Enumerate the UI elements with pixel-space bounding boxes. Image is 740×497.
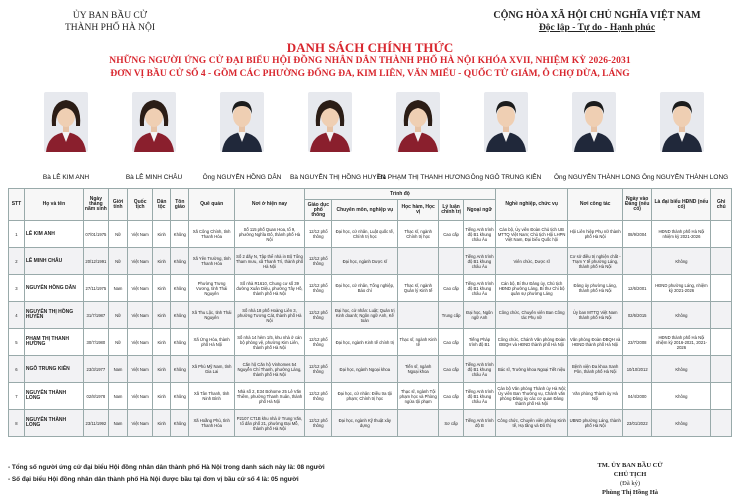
header-dob: Ngày tháng năm sinh	[83, 189, 108, 221]
cell-religion: Không	[171, 410, 189, 437]
cell-job: Cán bộ, Bí thư Đảng ủy, Chủ tịch HĐND phường Láng, Bí thư Chi bộ quân sự phường Láng	[495, 275, 568, 302]
cell-nationality: Việt Nam	[128, 329, 153, 356]
cell-residence: Số 2 dãy N, Tập thể nhà in Bộ Tổng Tham mưu, xã Thanh Trì, thành phố Hà Nội	[234, 248, 304, 275]
cell-stt: 8	[9, 410, 25, 437]
cell-party: 12/6/2001	[622, 275, 652, 302]
summary-notes	[8, 462, 325, 486]
cell-job: Cán bộ Văn phòng Thành ủy Hà Nội; Ủy viên Ban Thường vụ, Chánh văn phòng Đảng ủy các cơ quan Đảng thành phố Hà Nội	[495, 383, 568, 410]
issuer-line-2: THÀNH PHỐ HÀ NỘI	[65, 23, 155, 33]
header-party: Ngày vào Đảng (nếu có)	[622, 189, 652, 221]
cell-stt: 1	[9, 221, 25, 248]
cell-name: NGUYỄN THÀNH LONG	[24, 410, 83, 437]
cell-politics: Cao cấp	[439, 275, 464, 302]
portrait-image	[660, 92, 704, 152]
cell-hometown: Xã Hoằng Phú, tỉnh Thanh Hóa	[189, 410, 234, 437]
candidate-photo	[554, 92, 641, 181]
cell-dob: 30/7/1980	[83, 329, 108, 356]
table-row	[9, 410, 732, 437]
cell-language: Tiếng Anh trình độ B1 khung châu Âu	[464, 275, 496, 302]
summary-seats: - Số đại biểu Hội đồng nhân dân thành phố Hà Nội được bầu tại đơn vị bầu cử số 4 là: 05 người	[8, 476, 299, 483]
national-header	[482, 10, 712, 34]
cell-workplace: UBND phường Láng, thành phố Hà Nội	[568, 410, 622, 437]
cell-ethnic: Kinh	[153, 329, 171, 356]
portrait-image	[484, 92, 528, 152]
table-row	[9, 248, 732, 275]
cell-name: NGUYỄN HỒNG DÂN	[24, 275, 83, 302]
cell-stt: 5	[9, 329, 25, 356]
cell-note	[711, 221, 732, 248]
cell-degree: Thạc sĩ, ngành Kinh tế	[398, 329, 439, 356]
cell-name: NGUYỄN THỊ HỒNG HUYỀN	[24, 302, 83, 329]
cell-language: Tiếng Anh trình độ B1 khung châu Âu	[464, 383, 496, 410]
cell-name: LÊ MINH CHÂU	[24, 248, 83, 275]
cell-workplace: Ủy ban MTTQ Việt Nam thành phố Hà Nội	[568, 302, 622, 329]
cell-workplace: Văn phòng Thành ủy Hà Nội	[568, 383, 622, 410]
portrait-image	[572, 92, 616, 152]
summary-total: - Tổng số người ứng cử đại biểu Hội đồng nhân dân thành phố Hà Nội trong danh sách này là: 08 người	[8, 464, 325, 471]
header-hometown: Quê quán	[189, 189, 234, 221]
cell-language: Tiếng Anh trình độ B	[464, 410, 496, 437]
cell-politics: Cao cấp	[439, 383, 464, 410]
cell-politics: Cao cấp	[439, 356, 464, 383]
cell-general: 12/12 phổ thông	[305, 302, 332, 329]
table-row	[9, 329, 732, 356]
nation-name: CỘNG HÒA XÃ HỘI CHỦ NGHĨA VIỆT NAM	[493, 10, 701, 21]
cell-name: PHẠM THỊ THANH HƯƠNG	[24, 329, 83, 356]
header-general: Giáo dục phổ thông	[305, 200, 332, 221]
cell-major: Đại học, ngành Ngoại khoa	[332, 356, 398, 383]
cell-residence: Nhà số 2, E34 Bohome 25 Lê Văn Thiêm, phường Thanh Xuân, thành phố Hà Nội	[234, 383, 304, 410]
cell-general: 12/12 phổ thông	[305, 356, 332, 383]
signer-name: Phùng Thị Hồng Hà	[601, 489, 659, 496]
candidate-photo	[378, 92, 471, 181]
cell-major: Đại học, cử nhân: Luật; Quản trị Kinh doanh; Ngôn ngữ Anh, Kế toán	[332, 302, 398, 329]
cell-general: 12/12 phổ thông	[305, 383, 332, 410]
cell-job: Công chức, Chuyên viên Ban Công tác Phụ nữ	[495, 302, 568, 329]
cell-language: Tiếng Anh trình độ B1 khung châu Âu	[464, 221, 496, 248]
cell-general: 12/12 phổ thông	[305, 221, 332, 248]
photo-caption: Bà LÊ MINH CHÂU	[125, 174, 183, 181]
cell-name: NGÔ TRUNG KIÊN	[24, 356, 83, 383]
photo-caption: Ông NGÔ TRUNG KIÊN	[470, 174, 542, 181]
cell-job: Viên chức, Dược sĩ	[495, 248, 568, 275]
national-motto: Độc lập - Tự do - Hạnh phúc	[538, 23, 656, 33]
photo-caption: Bà NGUYỄN THỊ HỒNG HUYỀN	[290, 174, 386, 181]
header-politics: Lý luận chính trị	[439, 200, 464, 221]
cell-stt: 6	[9, 356, 25, 383]
cell-prev: HĐND phường Láng, nhiệm kỳ 2021-2026	[652, 275, 711, 302]
cell-religion: Không	[171, 302, 189, 329]
cell-note	[711, 356, 732, 383]
cell-residence: Số nhà 18 phố Hoàng Liên 3, phường Tương Cát, thành phố Hà Nội	[234, 302, 304, 329]
sign-title: CHỦ TỊCH	[613, 471, 647, 478]
cell-prev: Không	[652, 356, 711, 383]
cell-party: 04/4/2000	[622, 383, 652, 410]
cell-degree: Thạc sĩ, ngành Chính trị học	[398, 221, 439, 248]
cell-gender: Nam	[108, 356, 127, 383]
header-residence: Nơi ở hiện nay	[234, 189, 304, 221]
cell-ethnic: Kinh	[153, 383, 171, 410]
cell-major: Đại học, ngành Kinh tế chính trị	[332, 329, 398, 356]
cell-gender: Nữ	[108, 221, 127, 248]
issuer-block	[30, 10, 190, 34]
cell-residence: Căn hộ Căn hộ Vinhomes 54 Nguyễn Chí Thanh, phường Láng, thành phố Hà Nội	[234, 356, 304, 383]
candidate-photo-strip	[26, 92, 729, 182]
cell-religion: Không	[171, 356, 189, 383]
cell-job: Bác sĩ, Trưởng khoa Ngoại Tiết niệu	[495, 356, 568, 383]
cell-language: Tiếng Anh trình độ B1 khung châu Âu	[464, 248, 496, 275]
candidate-table	[8, 188, 732, 437]
cell-note	[711, 302, 732, 329]
cell-workplace: Cơ sở điều trị nghiện chất - Trạm Y tế phường Láng, thành phố Hà Nội	[568, 248, 622, 275]
cell-general: 12/12 phổ thông	[305, 329, 332, 356]
cell-degree	[398, 248, 439, 275]
cell-language: Tiếng Anh trình độ B1 khung châu Âu	[464, 356, 496, 383]
sign-status: (Đã ký)	[619, 480, 641, 487]
cell-gender: Nữ	[108, 248, 127, 275]
cell-nationality: Việt Nam	[128, 221, 153, 248]
cell-hometown: Xã Ứng Hòa, thành phố Hà Nội	[189, 329, 234, 356]
cell-religion: Không	[171, 329, 189, 356]
cell-party: 23/01/2022	[622, 410, 652, 437]
cell-major: Đại học, cử nhân, Luật quốc tế, Chính trị học	[332, 221, 398, 248]
cell-dob: 31/7/1987	[83, 302, 108, 329]
cell-job: Cán bộ, Ủy viên Đoàn Chủ tịch UB MTTQ Việt Nam; Chủ tịch Hội LHPN Việt Nam, Đại biểu Quốc hội	[495, 221, 568, 248]
cell-note	[711, 410, 732, 437]
cell-prev: HĐND thành phố Hà Nội nhiệm kỳ 2021-2026	[652, 221, 711, 248]
cell-residence: P2107 CT1B khu nhà ở Trung Văn, tổ dân phố 21, phường Đại Mỗ, thành phố Hà Nội	[234, 410, 304, 437]
cell-note	[711, 329, 732, 356]
cell-dob: 23/11/1992	[83, 410, 108, 437]
cell-prev: HĐND thành phố Hà Nội nhiệm kỳ 2016-2021, 2021-2026	[652, 329, 711, 356]
candidate-photo	[466, 92, 546, 181]
cell-workplace: Bệnh viện Đa khoa Xanh Pôn, thành phố Hà Nội	[568, 356, 622, 383]
header-job: Nghề nghiệp, chức vụ	[495, 189, 568, 221]
photo-caption: Ông NGUYỄN THÀNH LONG	[642, 174, 729, 181]
cell-degree	[398, 302, 439, 329]
cell-stt: 2	[9, 248, 25, 275]
cell-ethnic: Kinh	[153, 221, 171, 248]
cell-nationality: Việt Nam	[128, 248, 153, 275]
cell-politics: Trung cấp	[439, 302, 464, 329]
cell-religion: Không	[171, 221, 189, 248]
cell-politics: Sơ cấp	[439, 410, 464, 437]
cell-note	[711, 275, 732, 302]
cell-politics	[439, 248, 464, 275]
cell-dob: 20/12/1991	[83, 248, 108, 275]
cell-politics: Cao cấp	[439, 221, 464, 248]
cell-party: 10/10/2012	[622, 356, 652, 383]
cell-party	[622, 248, 652, 275]
cell-degree: Tiến sĩ, ngành Ngoại khoa	[398, 356, 439, 383]
photo-caption: Ông NGUYỄN HỒNG DÂN	[202, 174, 282, 181]
document-title: DANH SÁCH CHÍNH THỨC	[286, 40, 454, 55]
cell-religion: Không	[171, 248, 189, 275]
cell-gender: Nữ	[108, 302, 127, 329]
cell-party: 08/9/2004	[622, 221, 652, 248]
portrait-image	[396, 92, 440, 152]
table-row	[9, 356, 732, 383]
header-nationality: Quốc tịch	[128, 189, 153, 221]
header-language: Ngoại ngữ	[464, 200, 496, 221]
cell-note	[711, 248, 732, 275]
header-level: Trình độ	[305, 189, 496, 200]
candidate-photo	[114, 92, 194, 181]
cell-religion: Không	[171, 383, 189, 410]
cell-residence: Số nhà 14 hẻm 1/5, khu nhà ở cán bộ phòng vệ, phường Kim Liên, thành phố Hà Nội	[234, 329, 304, 356]
photo-caption: Bà LÊ KIM ANH	[42, 174, 90, 181]
cell-residence: Số nhà R1610, Chung cư số 39 đường Xuân Diệu, phường Tây Hồ, thành phố Hà Nội	[234, 275, 304, 302]
candidate-photo	[290, 92, 386, 181]
cell-language: Tiếng Pháp trình độ B1	[464, 329, 496, 356]
cell-hometown: Xã Thu Lộc, tỉnh Thái Nguyên	[189, 302, 234, 329]
cell-prev: Không	[652, 302, 711, 329]
cell-hometown: Xã Yên Trường, tỉnh Thanh Hóa	[189, 248, 234, 275]
cell-gender: Nam	[108, 275, 127, 302]
issuer-line-1: ỦY BAN BẦU CỬ	[72, 11, 148, 21]
cell-hometown: Xã Công Chính, tỉnh Thanh Hóa	[189, 221, 234, 248]
cell-stt: 4	[9, 302, 25, 329]
header-workplace: Nơi công tác	[568, 189, 622, 221]
cell-general: 12/12 phổ thông	[305, 275, 332, 302]
signature-block	[560, 461, 700, 497]
cell-general: 12/12 phổ thông	[305, 248, 332, 275]
cell-workplace: Đảng ủy phường Láng, thành phố Hà Nội	[568, 275, 622, 302]
cell-ethnic: Kinh	[153, 302, 171, 329]
candidate-photo	[202, 92, 282, 181]
cell-degree: Thạc sĩ, ngành Tội phạm học và Phòng ngừa tội phạm	[398, 383, 439, 410]
cell-note	[711, 383, 732, 410]
header-gender: Giới tính	[108, 189, 127, 221]
candidate-photo	[642, 92, 729, 181]
cell-prev: Không	[652, 248, 711, 275]
photo-caption: Ông NGUYỄN THÀNH LONG	[554, 174, 641, 181]
cell-stt: 7	[9, 383, 25, 410]
cell-religion: Không	[171, 275, 189, 302]
cell-degree	[398, 410, 439, 437]
cell-gender: Nam	[108, 383, 127, 410]
header-stt: STT	[9, 189, 25, 221]
table-row	[9, 302, 732, 329]
cell-ethnic: Kinh	[153, 275, 171, 302]
photo-caption: Bà PHẠM THỊ THANH HƯƠNG	[378, 174, 471, 181]
cell-language: Đại học, Ngôn ngữ Anh	[464, 302, 496, 329]
cell-major: Đại học, cử nhân, Tổng nghiệp, Báo chí	[332, 275, 398, 302]
cell-party: 23/7/2008	[622, 329, 652, 356]
table-row	[9, 383, 732, 410]
header-degree: Học hàm, Học vị	[398, 200, 439, 221]
cell-name: NGUYỄN THÀNH LONG	[24, 383, 83, 410]
cell-workplace: Văn phòng Đoàn ĐBQH và HĐND thành phố Hà Nội	[568, 329, 622, 356]
cell-prev: Không	[652, 410, 711, 437]
cell-job: Công chức, Chánh Văn phòng Đoàn ĐBQH và HĐND thành phố Hà Nội	[495, 329, 568, 356]
table-row	[9, 275, 732, 302]
cell-major: Đại học, ngành Kỹ thuật xây dựng	[332, 410, 398, 437]
cell-gender: Nữ	[108, 329, 127, 356]
cell-ethnic: Kinh	[153, 356, 171, 383]
cell-dob: 23/3/1977	[83, 356, 108, 383]
cell-nationality: Việt Nam	[128, 356, 153, 383]
cell-nationality: Việt Nam	[128, 383, 153, 410]
cell-ethnic: Kinh	[153, 248, 171, 275]
header-prev: Là đại biểu HĐND (nếu có)	[652, 189, 711, 221]
header-major: Chuyên môn, nghiệp vụ	[332, 200, 398, 221]
portrait-image	[220, 92, 264, 152]
cell-hometown: Xã Tân Thanh, tỉnh Ninh Bình	[189, 383, 234, 410]
cell-hometown: Phường Trưng Vương, tỉnh Thái Nguyên	[189, 275, 234, 302]
cell-gender: Nam	[108, 410, 127, 437]
cell-nationality: Việt Nam	[128, 302, 153, 329]
cell-prev: Không	[652, 383, 711, 410]
header-name: Họ và tên	[24, 189, 83, 221]
cell-nationality: Việt Nam	[128, 275, 153, 302]
table-row	[9, 221, 732, 248]
cell-ethnic: Kinh	[153, 410, 171, 437]
cell-hometown: Xã Phù Mỹ Nam, tỉnh Gia Lai	[189, 356, 234, 383]
portrait-image	[132, 92, 176, 152]
cell-dob: 07/01/1975	[83, 221, 108, 248]
cell-job: Công chức, Chuyên viên phòng Kinh tế, Hạ tầng và Đô thị	[495, 410, 568, 437]
cell-dob: 02/8/1978	[83, 383, 108, 410]
portrait-image	[44, 92, 88, 152]
cell-politics: Cao cấp	[439, 329, 464, 356]
header-ethnic: Dân tộc	[153, 189, 171, 221]
cell-name: LÊ KIM ANH	[24, 221, 83, 248]
cell-party: 02/6/2015	[622, 302, 652, 329]
header-religion: Tôn giáo	[171, 189, 189, 221]
cell-major: Đại học, ngành Dược sĩ	[332, 248, 398, 275]
candidate-photo	[26, 92, 106, 181]
cell-stt: 3	[9, 275, 25, 302]
header-note: Ghi chú	[711, 189, 732, 221]
cell-nationality: Việt Nam	[128, 410, 153, 437]
constituency-title: ĐƠN VỊ BẦU CỬ SỐ 4 - GỒM CÁC PHƯỜNG ĐỐNG ĐA, KIM LIÊN, VĂN MIẾU - QUỐC TỬ GIÁM, Ô CHỢ DỪA, LÁNG	[110, 69, 630, 79]
cell-dob: 27/11/1975	[83, 275, 108, 302]
cell-major: Đại học, cử nhân: Điều tra tội phạm; Chính trị học	[332, 383, 398, 410]
sign-org: TM. ỦY BAN BẦU CỬ	[597, 462, 663, 469]
cell-degree: Thạc sĩ, ngành Quản lý Kinh tế	[398, 275, 439, 302]
portrait-image	[308, 92, 352, 152]
cell-workplace: Hội Liên hiệp Phụ nữ thành phố Hà Nội	[568, 221, 622, 248]
document-subtitle: NHỮNG NGƯỜI ỨNG CỬ ĐẠI BIỂU HỘI ĐỒNG NHÂN DÂN THÀNH PHỐ HÀ NỘI KHÓA XVII, NHIỆM KỲ 2026-2031	[109, 56, 631, 66]
cell-general: 12/12 phổ thông	[305, 410, 332, 437]
cell-residence: Số 115 phố Quan Hoa, tổ 9, phường Nghĩa Đô, thành phố Hà Nội	[234, 221, 304, 248]
